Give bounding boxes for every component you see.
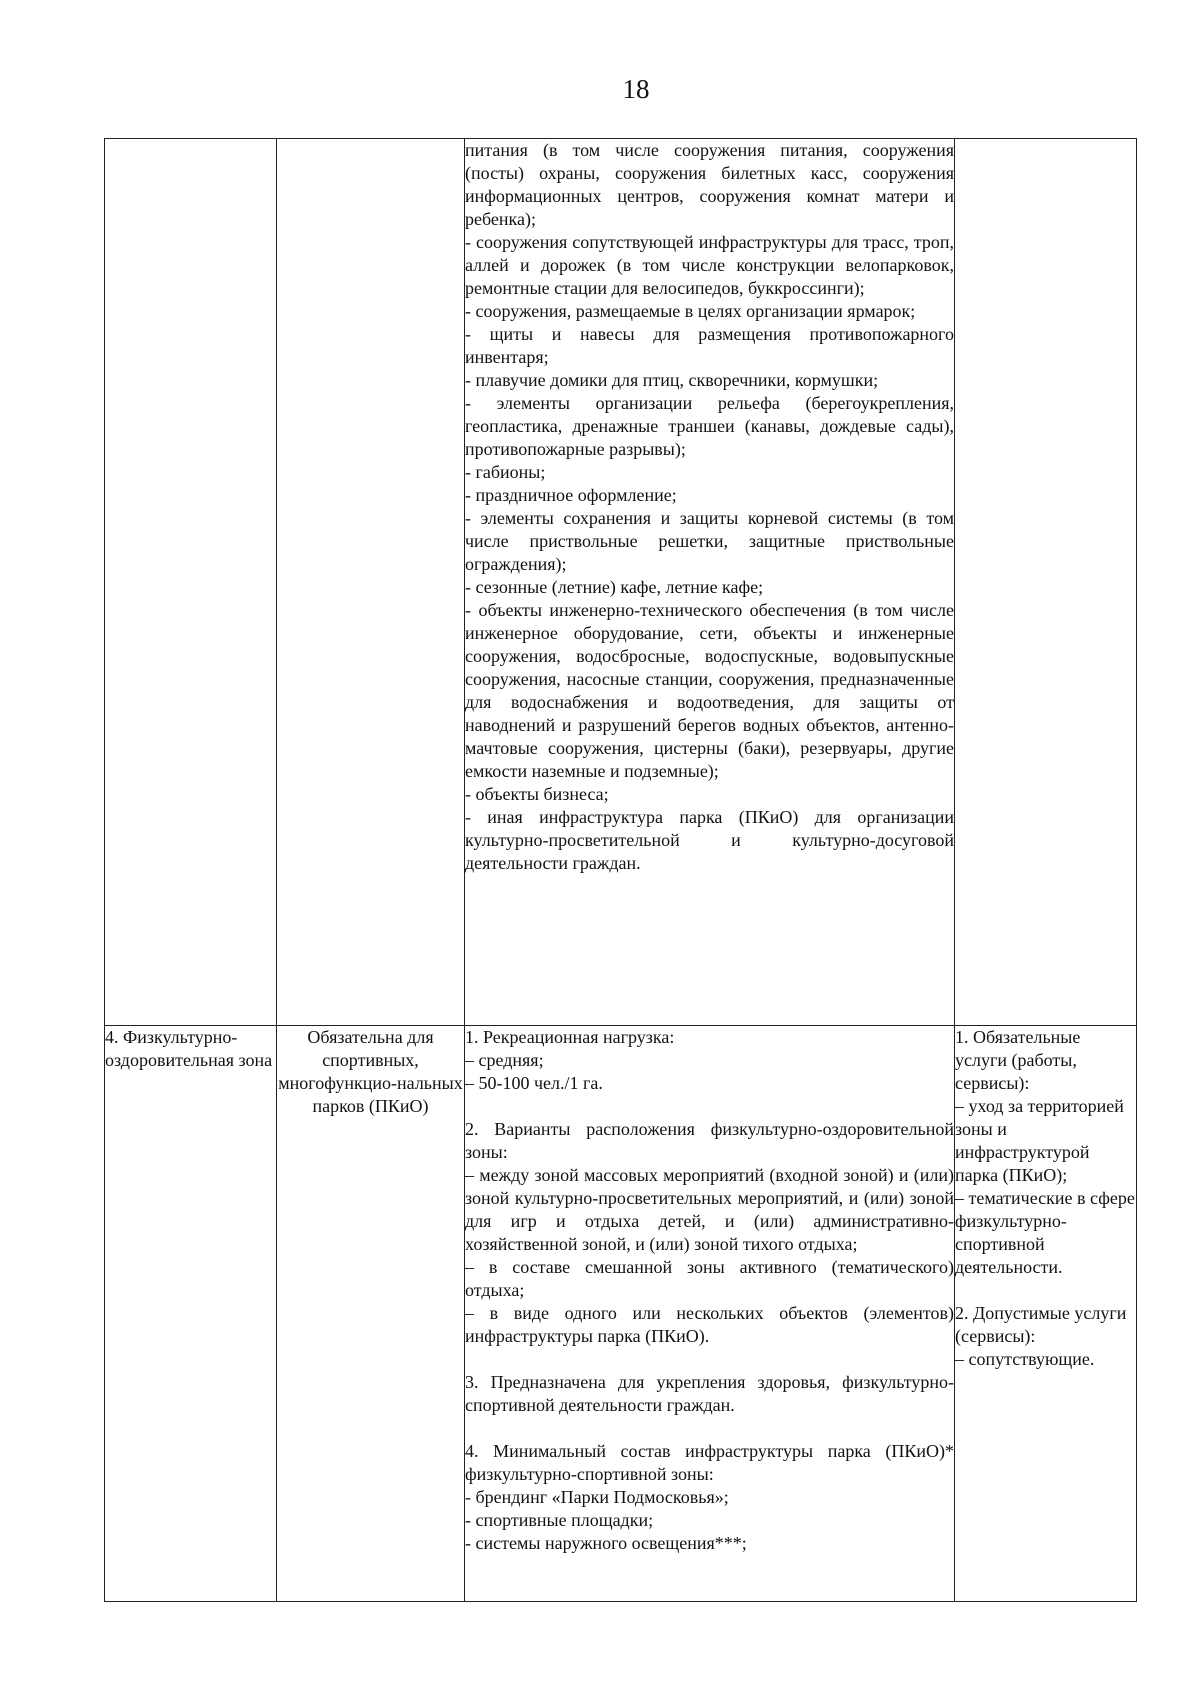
continuation-description-cell: [465, 139, 955, 1026]
zones-table: [104, 138, 1137, 1602]
zone-description-cell: [465, 1026, 955, 1602]
list-item: - сооружения сопутствующей инфраструктуры для трасс, троп, аллей и дорожек (в том числе конструкции велопарковок, ремонтные стации для велосипедов, буккроссинги);: [465, 232, 954, 298]
description-item: - спортивные площадки;: [465, 1510, 654, 1530]
zone-services-list: [955, 1026, 1136, 1371]
list-item: - щиты и навесы для размещения противопожарного инвентаря;: [465, 324, 954, 367]
description-item: – в составе смешанной зоны активного (тематического) отдыха;: [465, 1257, 954, 1300]
description-spacer: [465, 1417, 954, 1440]
zone-name-cell-empty: [105, 139, 277, 1026]
description-item: 2. Варианты расположения физкультурно-оздоровительной зоны:: [465, 1119, 954, 1162]
page-number: 18: [622, 74, 650, 104]
zone-name-cell: [105, 1026, 277, 1602]
list-item: - элементы сохранения и защиты корневой системы (в том числе приствольные решетки, защитные приствольные ограждения);: [465, 508, 954, 574]
continuation-list: [465, 139, 954, 875]
zone-name: 4. Физкультурно-оздоровительная зона: [105, 1027, 273, 1070]
list-item: - праздничное оформление;: [465, 485, 677, 505]
applicability-cell: [277, 1026, 465, 1602]
description-item: - системы наружного освещения***;: [465, 1533, 747, 1553]
description-item: – между зоной массовых мероприятий (входной зоной) и (или) зоной культурно-просветительных мероприятий, и (или) зоной для игр и отдыха детей, и (или) административно-хозяйственной зоной, и (или) зоной тихого отдыха;: [465, 1165, 954, 1254]
description-item: - брендинг «Парки Подмосковья»;: [465, 1487, 729, 1507]
list-item: - сезонные (летние) кафе, летние кафе;: [465, 577, 764, 597]
services-spacer: [955, 1279, 1136, 1302]
services-item: – сопутствующие.: [955, 1349, 1095, 1369]
description-item: 4. Минимальный состав инфраструктуры парка (ПКиО)* физкультурно-спортивной зоны:: [465, 1441, 954, 1484]
list-item: - элементы организации рельефа (берегоукрепления, геопластика, дренажные траншеи (канавы, дождевые сады), противопожарные разрывы);: [465, 393, 954, 459]
list-item: - плавучие домики для птиц, скворечники, кормушки;: [465, 370, 879, 390]
description-item: – 50-100 чел./1 га.: [465, 1073, 603, 1093]
services-item: 1. Обязательные услуги (работы, сервисы):: [955, 1027, 1081, 1093]
services-item: – тематические в сфере физкультурно-спортивной деятельности.: [955, 1188, 1135, 1277]
list-item: - объекты бизнеса;: [465, 784, 609, 804]
description-item: 1. Рекреационная нагрузка:: [465, 1027, 675, 1047]
description-item: – средняя;: [465, 1050, 544, 1070]
services-item: – уход за территорией зоны и инфраструктурой парка (ПКиО);: [955, 1096, 1124, 1185]
zone-description-list: [465, 1026, 954, 1555]
description-item: – в виде одного или нескольких объектов (элементов) инфраструктуры парка (ПКиО).: [465, 1303, 954, 1346]
list-item: - иная инфраструктура парка (ПКиО) для организации культурно-просветительной и культурно-досуговой деятельности граждан.: [465, 807, 954, 873]
applicability-cell-empty: [277, 139, 465, 1026]
list-item: - объекты инженерно-технического обеспечения (в том числе инженерное оборудование, сети, объекты и инженерные сооружения, водосбросные, водоспускные, водовыпускные сооружения, насосные станции, сооружения, предназначенные для водоснабжения и водоотведения, для защиты от наводнений и разрушений берегов водных объектов, антенно-мачтовые сооружения, цистерны (баки), резервуары, другие емкости наземные и подземные);: [465, 600, 954, 781]
list-item: - габионы;: [465, 462, 546, 482]
table-row: [105, 1026, 1137, 1602]
zone-applicability: Обязательна для спортивных, многофункцио-нальных парков (ПКиО): [278, 1027, 463, 1116]
description-spacer: [465, 1348, 954, 1371]
table-row: [105, 139, 1137, 1026]
list-item: - сооружения, размещаемые в целях организации ярмарок;: [465, 301, 916, 321]
description-item: 3. Предназначена для укрепления здоровья, физкультурно-спортивной деятельности граждан.: [465, 1372, 954, 1415]
services-item: 2. Допустимые услуги (сервисы):: [955, 1303, 1127, 1346]
services-cell-empty: [955, 139, 1137, 1026]
list-item: питания (в том числе сооружения питания, сооружения (посты) охраны, сооружения билетных касс, сооружения информационных центров, сооружения комнат матери и ребенка);: [465, 140, 954, 229]
zone-services-cell: [955, 1026, 1137, 1602]
description-spacer: [465, 1095, 954, 1118]
